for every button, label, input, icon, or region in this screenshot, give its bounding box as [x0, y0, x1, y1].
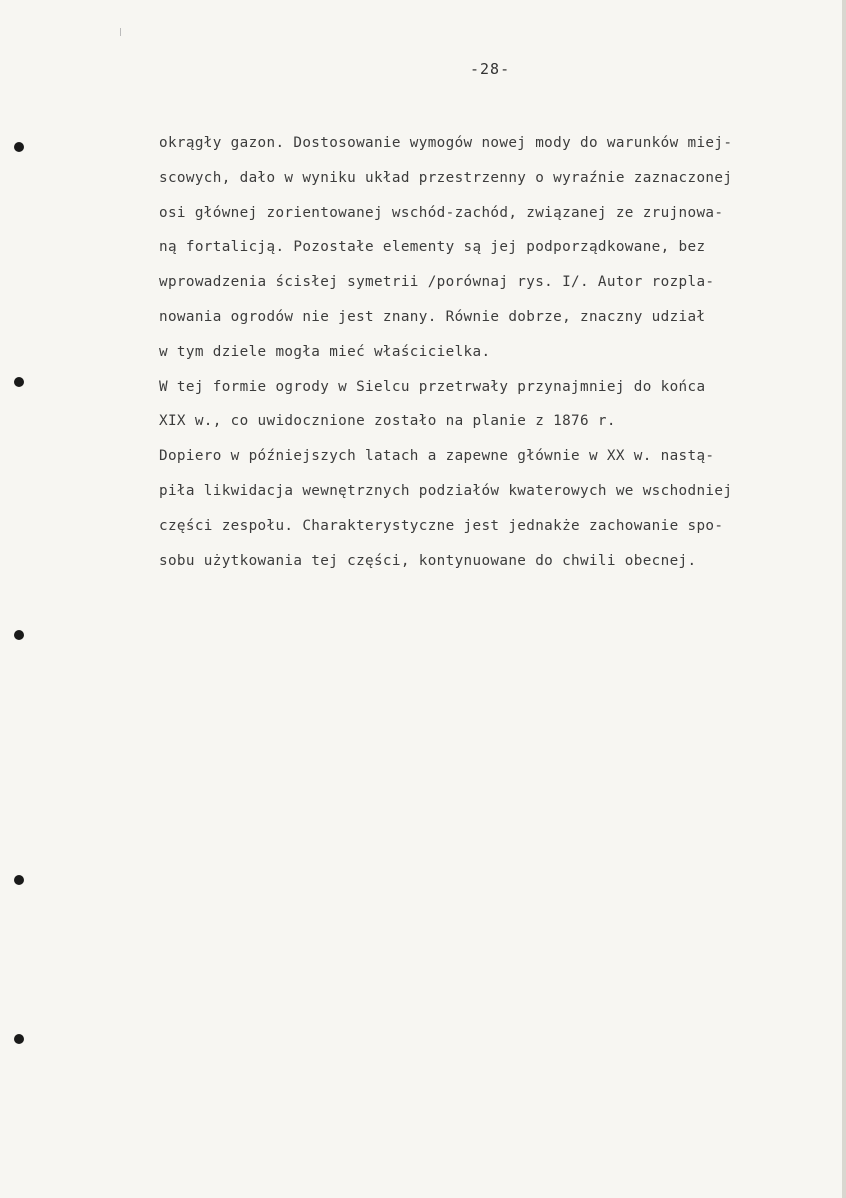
body-text: [159, 126, 839, 578]
text-line: sobu użytkowania tej części, kontynuowane do chwili obecnej.: [159, 552, 697, 569]
page-number: -28-: [470, 60, 511, 78]
text-line: XIX w., co uwidocznione zostało na planie z 1876 r.: [159, 413, 616, 430]
punch-hole: [14, 142, 24, 152]
text-line: okrągły gazon. Dostosowanie wymogów nowej mody do warunków miej-: [159, 135, 733, 151]
text-line: części zespołu. Charakterystyczne jest jednakże zachowanie spo-: [159, 517, 724, 534]
text-line: W tej formie ogrody w Sielcu przetrwały przynajmniej do końca: [159, 378, 706, 395]
text-line: scowych, dało w wyniku układ przestrzenny o wyraźnie zaznaczonej: [159, 169, 733, 186]
text-line: piła likwidacja wewnętrznych podziałów kwaterowych we wschodniej: [159, 482, 733, 499]
text-line: wprowadzenia ścisłej symetrii /porównaj rys. I/. Autor rozpla-: [159, 274, 715, 291]
text-line: ną fortalicją. Pozostałe elementy są jej podporządkowane, bez: [159, 239, 706, 256]
text-line: nowania ogrodów nie jest znany. Równie dobrze, znaczny udział: [159, 308, 706, 325]
text-line: osi głównej zorientowanej wschód-zachód, związanej ze zrujnowa-: [159, 204, 724, 221]
punch-hole: [14, 1034, 24, 1044]
punch-hole: [14, 875, 24, 885]
scan-mark: [120, 28, 121, 36]
text-line: Dopiero w późniejszych latach a zapewne głównie w XX w. nastą-: [159, 448, 715, 465]
text-line: w tym dziele mogła mieć właścicielka.: [159, 343, 491, 360]
punch-hole: [14, 377, 24, 387]
punch-hole: [14, 630, 24, 640]
page-edge: [842, 0, 846, 1198]
